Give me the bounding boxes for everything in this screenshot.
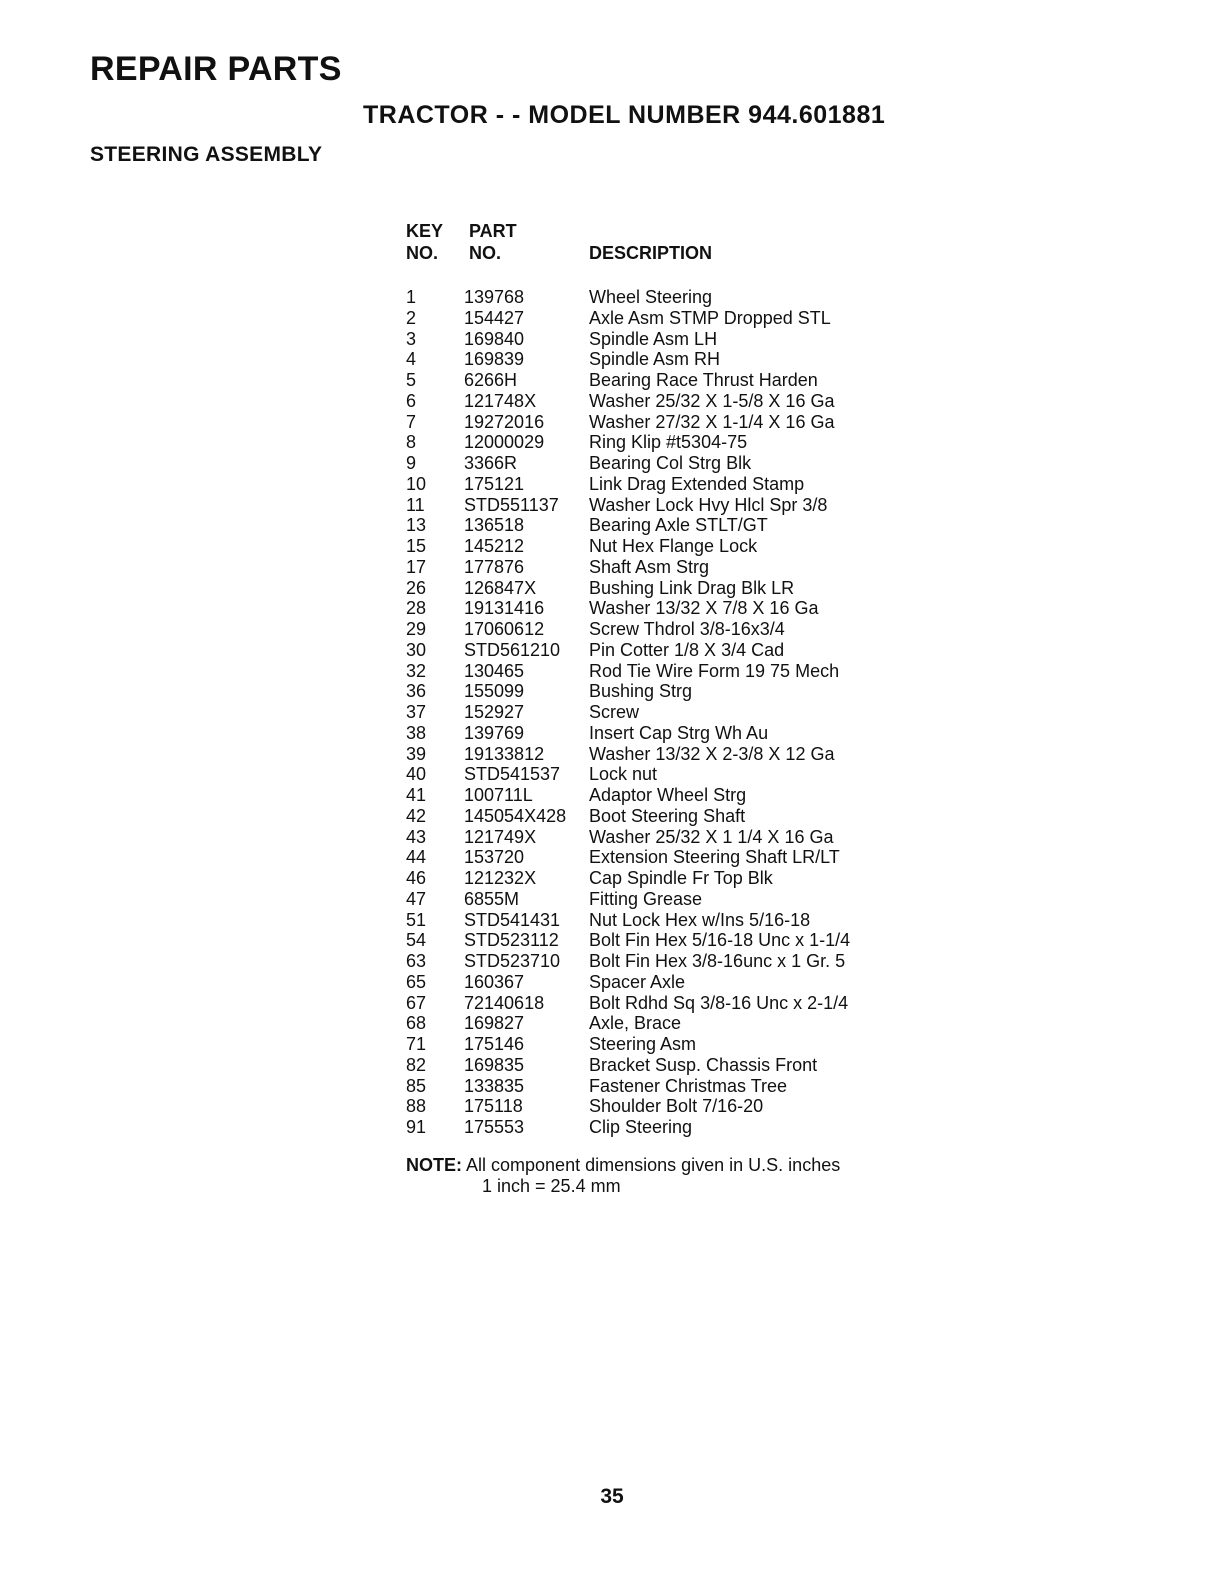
part-no: 3366R [464, 453, 518, 473]
part-no: STD561210 [464, 639, 561, 660]
part-description: Screw Thdrol 3/8-16x3/4 [589, 619, 785, 639]
part-no: STD523710 [464, 951, 561, 971]
parts-row [406, 391, 1006, 412]
parts-row [406, 329, 1006, 350]
parts-row [406, 702, 1006, 723]
part-description: Fastener Christmas Tree [589, 1075, 788, 1096]
parts-row [406, 1013, 1006, 1034]
part-no: STD541431 [464, 909, 561, 930]
part-description: Fitting Grease [589, 888, 703, 909]
part-no: 100711L [464, 785, 533, 805]
part-no: 160367 [464, 971, 525, 992]
key-no: 63 [406, 951, 427, 971]
key-no: 30 [406, 639, 427, 660]
parts-row [406, 930, 1006, 951]
part-description: Lock nut [589, 764, 658, 785]
key-no: 88 [406, 1096, 427, 1117]
parts-row [406, 370, 1006, 391]
page-number: 35 [600, 1485, 624, 1508]
part-no: 12000029 [464, 432, 545, 453]
parts-row [406, 785, 1006, 806]
header-key-no-line1: KEY [406, 221, 444, 241]
parts-row [406, 951, 1006, 972]
part-no: 133835 [464, 1075, 525, 1096]
key-no: 29 [406, 619, 427, 639]
part-no: 175146 [464, 1034, 525, 1054]
key-no: 91 [406, 1117, 427, 1137]
parts-row [406, 557, 1006, 578]
part-no: 6266H [464, 370, 518, 390]
part-description: Washer 25/32 X 1-5/8 X 16 Ga [589, 390, 835, 411]
part-description: Insert Cap Strg Wh Au [589, 722, 769, 743]
part-description: Nut Lock Hex w/Ins 5/16-18 [589, 909, 811, 930]
key-no: 13 [406, 515, 427, 536]
key-no: 40 [406, 764, 427, 785]
header-key-no-line2: NO. [406, 243, 439, 263]
part-no: 126847X [464, 577, 537, 598]
header-description: DESCRIPTION [589, 243, 713, 263]
part-description: Washer 13/32 X 2-3/8 X 12 Ga [589, 743, 835, 764]
parts-row [406, 287, 1006, 308]
page-title: REPAIR PARTS [90, 50, 342, 88]
key-no: 4 [406, 349, 417, 370]
part-no: 169835 [464, 1054, 525, 1075]
key-no: 51 [406, 909, 427, 930]
part-no: 177876 [464, 556, 525, 577]
part-description: Spacer Axle [589, 971, 686, 992]
key-no: 11 [406, 494, 425, 515]
parts-row [406, 515, 1006, 536]
part-no: 121748X [464, 390, 537, 411]
part-description: Adaptor Wheel Strg [589, 785, 747, 805]
part-no: 139768 [464, 287, 525, 307]
key-no: 8 [406, 432, 417, 453]
parts-row [406, 868, 1006, 889]
key-no: 44 [406, 847, 427, 868]
key-no: 6 [406, 390, 417, 411]
part-no: 121749X [464, 826, 537, 847]
parts-row [406, 640, 1006, 661]
key-no: 17 [406, 556, 427, 577]
header-part-no-line1: PART [469, 221, 517, 241]
parts-row [406, 847, 1006, 868]
part-description: Pin Cotter 1/8 X 3/4 Cad [589, 639, 785, 660]
parts-row [406, 1034, 1006, 1055]
parts-row [406, 972, 1006, 993]
part-no: 175121 [464, 473, 525, 494]
key-no: 71 [406, 1034, 427, 1054]
part-description: Wheel Steering [589, 287, 713, 307]
part-no: 121232X [464, 868, 537, 888]
key-no: 15 [406, 536, 427, 556]
parts-row [406, 495, 1006, 516]
key-no: 85 [406, 1075, 427, 1096]
parts-row [406, 432, 1006, 453]
part-description: Axle, Brace [589, 1013, 682, 1034]
part-no: 175553 [464, 1117, 525, 1137]
part-description: Cap Spindle Fr Top Blk [589, 868, 773, 888]
part-description: Screw [589, 702, 640, 722]
part-description: Rod Tie Wire Form 19 75 Mech [589, 660, 840, 681]
part-description: Bearing Race Thrust Harden [589, 370, 818, 390]
part-description: Washer Lock Hvy Hlcl Spr 3/8 [589, 494, 828, 515]
key-no: 26 [406, 577, 427, 598]
parts-row [406, 681, 1006, 702]
part-no: 139769 [464, 722, 525, 743]
parts-row [406, 910, 1006, 931]
key-no: 10 [406, 473, 427, 494]
part-no: 19131416 [464, 598, 545, 619]
parts-row [406, 412, 1006, 433]
key-no: 42 [406, 805, 427, 826]
parts-row [406, 1117, 1006, 1138]
key-no: 3 [406, 328, 417, 349]
part-no: STD523112 [464, 930, 559, 951]
parts-row [406, 764, 1006, 785]
part-no: 153720 [464, 847, 525, 868]
part-description: Nut Hex Flange Lock [589, 536, 758, 556]
parts-list [406, 287, 1006, 1138]
key-no: 37 [406, 702, 427, 722]
key-no: 46 [406, 868, 427, 888]
part-description: Boot Steering Shaft [589, 805, 746, 826]
key-no: 41 [406, 785, 427, 805]
note-line1: All component dimensions given in U.S. inches [466, 1155, 841, 1175]
key-no: 1 [406, 287, 417, 307]
part-description: Bushing Link Drag Blk LR [589, 577, 795, 598]
key-no: 39 [406, 743, 427, 764]
part-description: Clip Steering [589, 1117, 693, 1137]
part-description: Bolt Fin Hex 3/8-16unc x 1 Gr. 5 [589, 951, 846, 971]
part-description: Bracket Susp. Chassis Front [589, 1054, 818, 1075]
parts-row [406, 619, 1006, 640]
part-description: Link Drag Extended Stamp [589, 473, 805, 494]
parts-row [406, 453, 1006, 474]
part-description: Washer 27/32 X 1-1/4 X 16 Ga [589, 411, 835, 432]
key-no: 5 [406, 370, 417, 390]
key-no: 32 [406, 660, 427, 681]
part-description: Shaft Asm Strg [589, 556, 710, 577]
part-description: Ring Klip #t5304-75 [589, 432, 748, 453]
part-no: 17060612 [464, 619, 545, 639]
parts-row [406, 536, 1006, 557]
part-description: Shoulder Bolt 7/16-20 [589, 1096, 764, 1117]
key-no: 2 [406, 307, 417, 328]
part-no: STD541537 [464, 764, 561, 785]
part-description: Spindle Asm LH [589, 328, 718, 349]
parts-row [406, 827, 1006, 848]
part-no: 169827 [464, 1013, 525, 1034]
parts-row [406, 474, 1006, 495]
key-no: 82 [406, 1054, 427, 1075]
part-no: 155099 [464, 681, 525, 702]
parts-row [406, 1055, 1006, 1076]
part-no: 136518 [464, 515, 525, 536]
note-label: NOTE: [406, 1155, 462, 1175]
part-no: 145212 [464, 536, 525, 556]
part-description: Bearing Axle STLT/GT [589, 515, 768, 536]
parts-row [406, 1076, 1006, 1097]
key-no: 9 [406, 453, 417, 473]
key-no: 67 [406, 992, 427, 1013]
parts-row [406, 578, 1006, 599]
key-no: 47 [406, 888, 427, 909]
part-description: Axle Asm STMP Dropped STL [589, 307, 831, 328]
part-no: 169840 [464, 328, 525, 349]
note-line2: 1 inch = 25.4 mm [482, 1176, 621, 1196]
parts-row [406, 806, 1006, 827]
part-description: Washer 13/32 X 7/8 X 16 Ga [589, 598, 819, 619]
key-no: 7 [406, 411, 417, 432]
part-no: 19133812 [464, 743, 545, 764]
header-part-no-line2: NO. [469, 243, 502, 263]
part-no: 19272016 [464, 411, 545, 432]
model-subtitle: TRACTOR - - MODEL NUMBER 944.601881 [363, 101, 886, 129]
part-description: Bolt Fin Hex 5/16-18 Unc x 1-1/4 [589, 930, 851, 951]
key-no: 65 [406, 971, 427, 992]
key-no: 36 [406, 681, 427, 702]
part-description: Steering Asm [589, 1034, 697, 1054]
part-no: 175118 [464, 1096, 523, 1117]
parts-row [406, 349, 1006, 370]
part-no: 169839 [464, 349, 525, 370]
part-no: 130465 [464, 660, 525, 681]
key-no: 43 [406, 826, 427, 847]
parts-row [406, 1096, 1006, 1117]
parts-table-header [406, 221, 966, 267]
key-no: 28 [406, 598, 427, 619]
key-no: 68 [406, 1013, 427, 1034]
part-no: 152927 [464, 702, 525, 722]
part-no: 145054X428 [464, 805, 567, 826]
part-no: 72140618 [464, 992, 545, 1013]
part-no: STD551137 [464, 494, 559, 515]
parts-row [406, 661, 1006, 682]
section-title: STEERING ASSEMBLY [90, 143, 323, 166]
parts-row [406, 993, 1006, 1014]
key-no: 54 [406, 930, 427, 951]
parts-row [406, 598, 1006, 619]
part-description: Washer 25/32 X 1 1/4 X 16 Ga [589, 826, 834, 847]
dimension-note [406, 1155, 840, 1197]
part-description: Spindle Asm RH [589, 349, 721, 370]
key-no: 38 [406, 722, 427, 743]
parts-row [406, 723, 1006, 744]
part-no: 6855M [464, 888, 520, 909]
part-description: Bearing Col Strg Blk [589, 453, 752, 473]
parts-row [406, 889, 1006, 910]
part-description: Extension Steering Shaft LR/LT [589, 847, 840, 868]
part-description: Bolt Rdhd Sq 3/8-16 Unc x 2-1/4 [589, 992, 849, 1013]
parts-row [406, 744, 1006, 765]
parts-row [406, 308, 1006, 329]
part-description: Bushing Strg [589, 681, 693, 702]
part-no: 154427 [464, 307, 525, 328]
